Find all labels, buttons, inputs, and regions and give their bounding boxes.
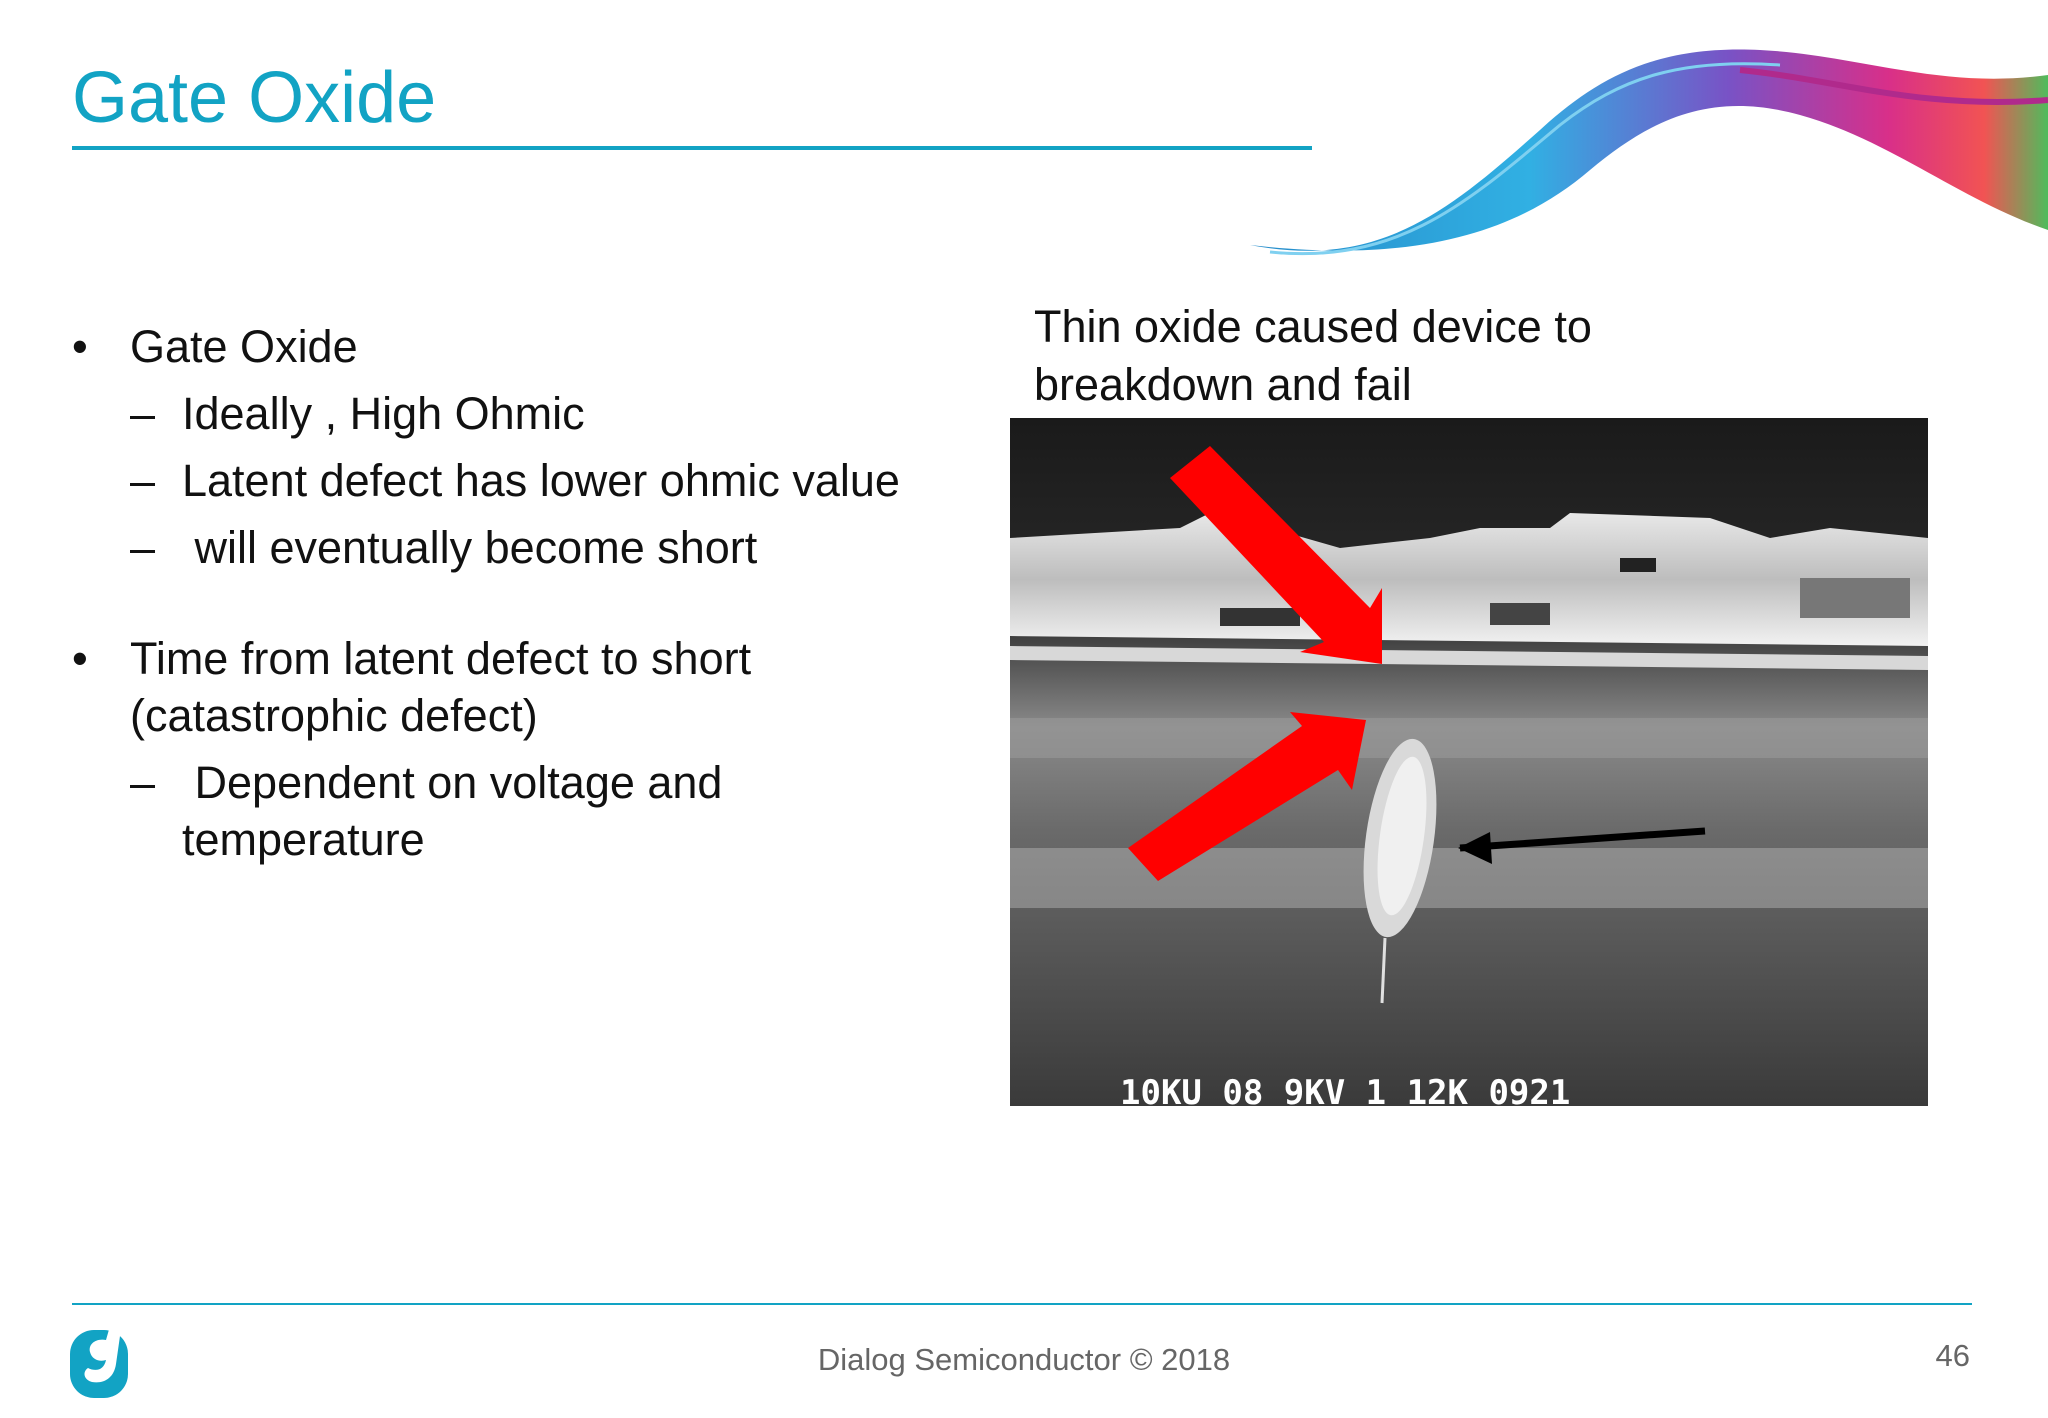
bullet-text: Gate Oxide	[130, 321, 358, 372]
bullet-item	[72, 318, 972, 375]
sub-bullet-text: Ideally , High Ohmic	[182, 388, 585, 439]
sub-bullet-marker: –	[130, 757, 156, 808]
slide-title: Gate Oxide	[72, 58, 437, 138]
sub-bullet-item	[72, 385, 972, 442]
sub-bullet-text: will eventually become short	[182, 522, 758, 573]
sem-micrograph-image	[1010, 418, 1928, 1106]
footer-divider	[72, 1303, 1972, 1305]
sub-bullet-marker: –	[130, 522, 156, 573]
bullet-item	[72, 630, 972, 744]
sem-label: 10KU 08 9KV 1 12K 0921	[1120, 1073, 1571, 1106]
sub-bullet-item	[72, 452, 972, 509]
footer-copyright: Dialog Semiconductor © 2018	[817, 1342, 1231, 1377]
bullet-marker: •	[72, 321, 88, 372]
bullet-list	[72, 318, 972, 868]
bullet-marker: •	[72, 633, 88, 684]
decorative-swoosh	[1240, 30, 2048, 270]
sub-bullet-text: Dependent on voltage and temperature	[182, 757, 735, 865]
sub-bullet-item	[72, 519, 972, 576]
sub-bullet-marker: –	[130, 388, 156, 439]
sub-bullet-item	[72, 754, 972, 868]
bullet-text: Time from latent defect to short (catastrophic defect)	[130, 633, 752, 741]
title-underline	[72, 146, 1312, 150]
sub-bullet-text: Latent defect has lower ohmic value	[182, 455, 900, 506]
page-number: 46	[1935, 1338, 1970, 1373]
image-caption: Thin oxide caused device to breakdown and fail	[1034, 301, 1592, 410]
sub-bullet-marker: –	[130, 455, 156, 506]
